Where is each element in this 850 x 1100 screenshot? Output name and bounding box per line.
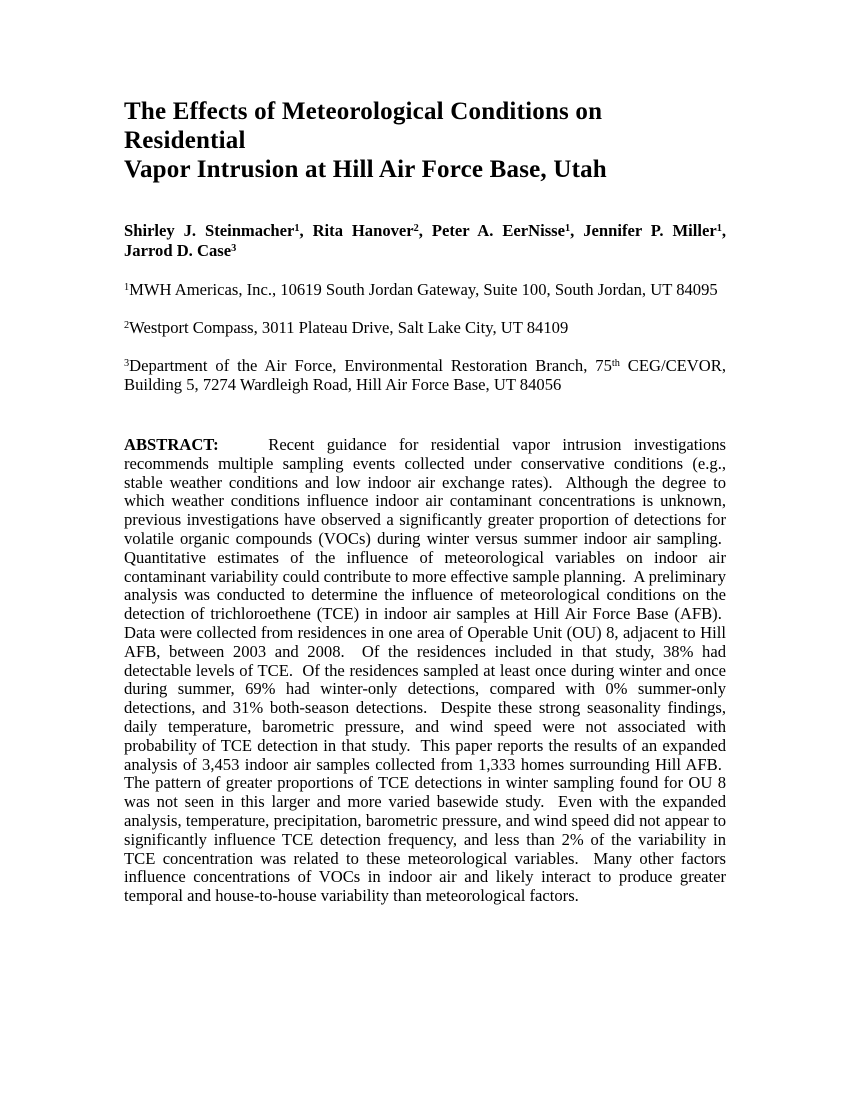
author-line-2: Jarrod D. Case$^3$ (124, 241, 237, 260)
author-line-1: Shirley J. Steinmacher$^1$, Rita Hanover$^2$, Peter A. EerNisse$^1$, Jennifer P. Miller$^1$, (124, 221, 726, 240)
paper-title-line-1: The Effects of Meteorological Conditions on Residential (124, 98, 603, 154)
abstract-paragraph: ABSTRACT: Recent guidance for residential vapor intrusion investigations recommends multiple sampling events collected under conservative conditions (e.g., stable weather conditions and low indoor air exchange rates). Although the degree to which weather conditions influence indoor air contaminant concentrations is unknown, previous investigations have observed a significantly greater proportion of detections for volatile organic compounds (VOCs) during winter versus summer indoor air sampling. Quantitative estimates of the influence of meteorological variables on indoor air contaminant variability could contribute to more effective sample planning. A preliminary analysis was conducted to determine the influence of meteorological conditions on the detection of trichloroethene (TCE) in indoor air samples at Hill Air Force Base (AFB). Data were collected from residences in one area of Operable Unit (OU) 8, adjacent to Hill AFB, between 2003 and 2008. Of the residences included in that study, 38% had detectable levels of TCE. Of the residences sampled at least once during winter and once during summer, 69% had winter-only detections, compared with 0% summer-only detections, and 31% both-season detections. Despite these strong seasonality findings, daily temperature, barometric pressure, and wind speed were not associated with probability of TCE detection in that study. This paper reports the results of an expanded analysis of 3,453 indoor air samples collected from 1,333 homes surrounding Hill AFB. The pattern of greater proportions of TCE detections in winter sampling found for OU 8 was not seen in this larger and more varied basewide study. Even with the expanded analysis, temperature, precipitation, barometric pressure, and wind speed did not appear to significantly influence TCE detection frequency, and less than 2% of the variability in TCE concentration was related to these meteorological variables. Many other factors influence concentrations of VOCs in indoor air and likely interact to produce greater temporal and house-to-house variability than meteorological factors. (124, 435, 726, 906)
paper-title (124, 97, 726, 184)
affiliation-1: $^1$MWH Americas, Inc., 10619 South Jordan Gateway, Suite 100, South Jordan, UT 84095 (124, 280, 718, 299)
affiliation-2: $^2$Westport Compass, 3011 Plateau Drive, Salt Lake City, UT 84109 (124, 318, 569, 337)
paper-title-line-2: Vapor Intrusion at Hill Air Force Base, Utah (124, 156, 607, 183)
author-list (124, 221, 726, 261)
page-content (124, 0, 726, 906)
affiliation-3: $^3$Department of the Air Force, Environmental Restoration Branch, 75th CEG/CEVOR, Building 5, 7274 Wardleigh Road, Hill Air Force Base, UT 84056 (124, 356, 726, 394)
